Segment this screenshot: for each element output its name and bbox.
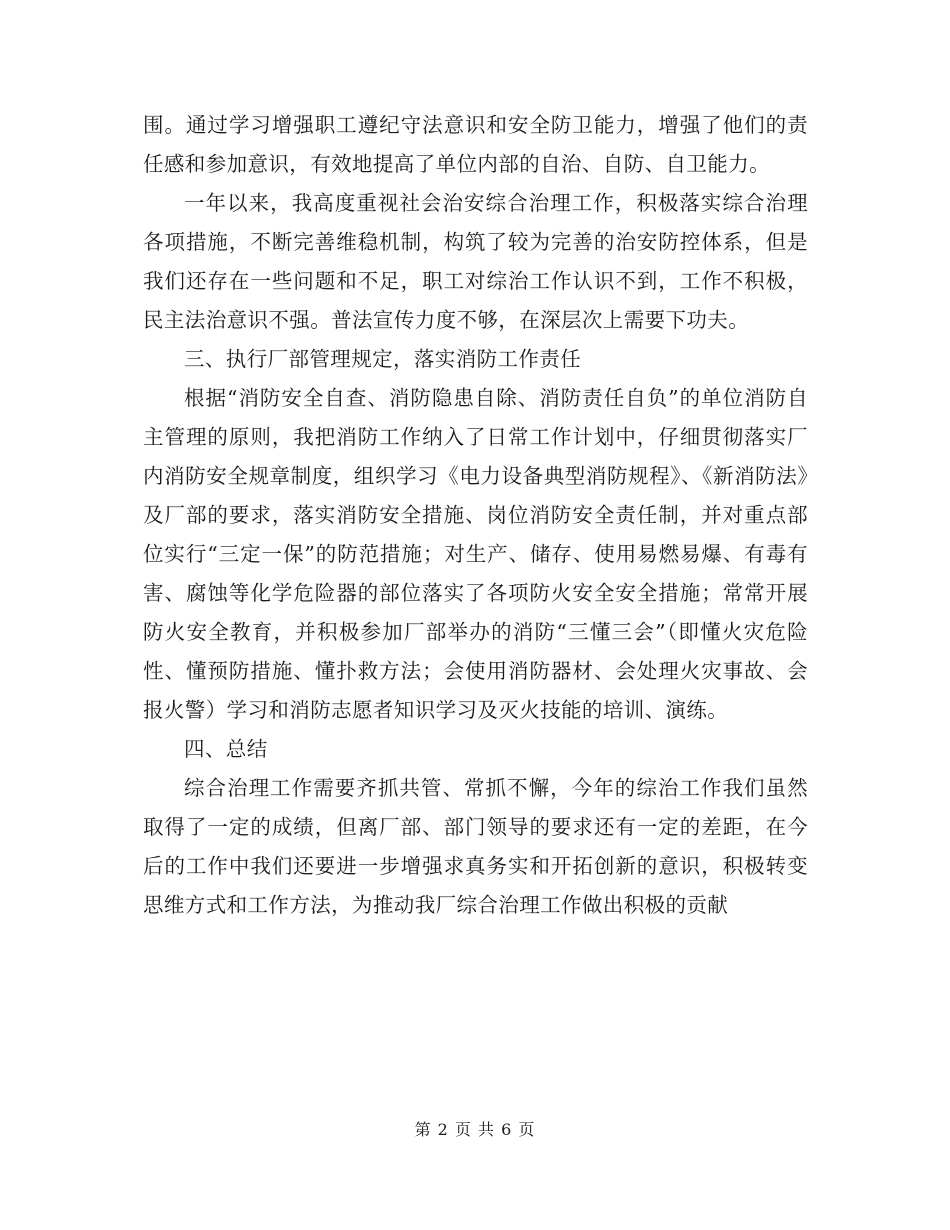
paragraph-continuation: 围。通过学习增强职工遵纪守法意识和安全防卫能力，增强了他们的责任感和参加意识，有效地提高了单位内部的自治、自防、自卫能力。 bbox=[143, 113, 808, 176]
paragraph-fire-safety: 根据“消防安全自查、消防隐患自除、消防责任自负”的单位消防自主管理的原则，我把消防工作纳入了日常工作计划中，仔细贯彻落实厂内消防安全规章制度，组织学习《电力设备典型消防规程》、《新消防法》及厂部的要求，落实消防安全措施、岗位消防安全责任制，并对重点部位实行“三定一保”的防范措施；对生产、储存、使用易燃易爆、有毒有害、腐蚀等化学危险器的部位落实了各项防火安全安全措施；常常开展防火安全教育，并积极参加厂部举办的消防“三懂三会”（即懂火灾危险性、懂预防措施、懂扑救方法；会使用消防器材、会处理火灾事故、会报火警）学习和消防志愿者知识学习及灭火技能的培训、演练。 bbox=[143, 386, 808, 722]
paragraph-summary: 一年以来，我高度重视社会治安综合治理工作，积极落实综合治理各项措施，不断完善维稳机制，构筑了较为完善的治安防控体系，但是我们还存在一些问题和不足，职工对综治工作认识不到，工作不积极，民主法治意识不强。普法宣传力度不够，在深层次上需要下功夫。 bbox=[143, 191, 808, 332]
page-number-footer: 第 2 页 共 6 页 bbox=[414, 1120, 536, 1139]
section-heading-conclusion: 四、总结 bbox=[184, 737, 268, 761]
document-body bbox=[143, 106, 808, 925]
paragraph-conclusion: 综合治理工作需要齐抓共管、常抓不懈，今年的综治工作我们虽然取得了一定的成绩，但离厂部、部门领导的要求还有一定的差距，在今后的工作中我们还要进一步增强求真务实和开拓创新的意识，积极转变思维方式和工作方法，为推动我厂综合治理工作做出积极的贡献 bbox=[143, 776, 808, 917]
section-heading-fire-safety: 三、执行厂部管理规定，落实消防工作责任 bbox=[184, 347, 582, 371]
